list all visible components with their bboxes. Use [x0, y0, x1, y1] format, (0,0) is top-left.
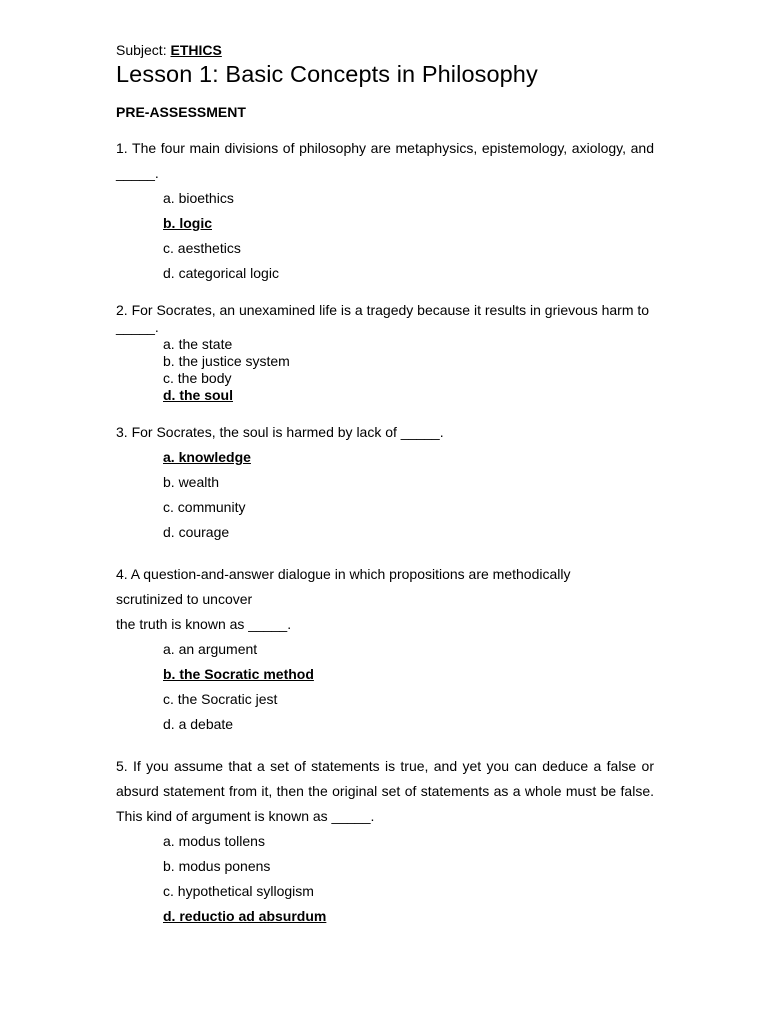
question-3-option-a-correct: a. knowledge: [163, 449, 251, 465]
question-5-options: [116, 829, 654, 929]
question-4: [116, 562, 654, 737]
question-2: [116, 302, 654, 404]
question-5-option-a: a. modus tollens: [163, 833, 265, 849]
question-2-text: 2. For Socrates, an unexamined life is a tragedy because it results in grievous harm to _____.: [116, 302, 650, 335]
question-2-option-c: c. the body: [163, 370, 232, 386]
question-1-options: [116, 186, 654, 286]
question-4-options: [116, 637, 654, 737]
question-1: [116, 136, 654, 286]
question-5-option-d-correct: d. reductio ad absurdum: [163, 908, 327, 924]
question-3-options: [116, 445, 654, 545]
question-4-option-d: d. a debate: [163, 716, 234, 732]
question-1-option-d: d. categorical logic: [163, 265, 279, 281]
question-3-option-d: d. courage: [163, 524, 230, 540]
question-3: [116, 420, 654, 545]
subject-label: Subject:: [116, 42, 167, 58]
question-5: [116, 754, 654, 929]
question-3-text: 3. For Socrates, the soul is harmed by lack of _____.: [116, 424, 444, 440]
question-5-text: 5. If you assume that a set of statements is true, and yet you can deduce a false or absurd statement from it, then the original set of statements as a whole must be false. This kind of argument is known as _____.: [116, 758, 654, 824]
question-4-option-b-correct: b. the Socratic method: [163, 666, 314, 682]
worksheet-page: [116, 40, 654, 929]
question-1-text: 1. The four main divisions of philosophy are metaphysics, epistemology, axiology, and _____.: [116, 140, 654, 181]
question-5-option-c: c. hypothetical syllogism: [163, 883, 314, 899]
question-4-option-a: a. an argument: [163, 641, 258, 657]
question-2-option-d-correct: d. the soul: [163, 387, 233, 403]
question-2-option-b: b. the justice system: [163, 353, 290, 369]
subject-value: ETHICS: [170, 42, 222, 58]
question-2-options: [116, 336, 654, 404]
question-5-option-b: b. modus ponens: [163, 858, 271, 874]
question-4-text-line-2: the truth is known as _____.: [116, 616, 292, 632]
question-1-option-c: c. aesthetics: [163, 240, 241, 256]
question-3-option-b: b. wealth: [163, 474, 220, 490]
question-4-text-line-1: 4. A question-and-answer dialogue in which propositions are methodically scrutinized to uncover: [116, 566, 571, 607]
question-1-option-a: a. bioethics: [163, 190, 234, 206]
lesson-title: Lesson 1: Basic Concepts in Philosophy: [116, 61, 538, 87]
question-1-option-b-correct: b. logic: [163, 215, 212, 231]
question-3-option-c: c. community: [163, 499, 246, 515]
question-4-option-c: c. the Socratic jest: [163, 691, 278, 707]
question-2-option-a: a. the state: [163, 336, 233, 352]
section-heading: PRE-ASSESSMENT: [116, 104, 246, 120]
subject-line: [116, 40, 654, 60]
